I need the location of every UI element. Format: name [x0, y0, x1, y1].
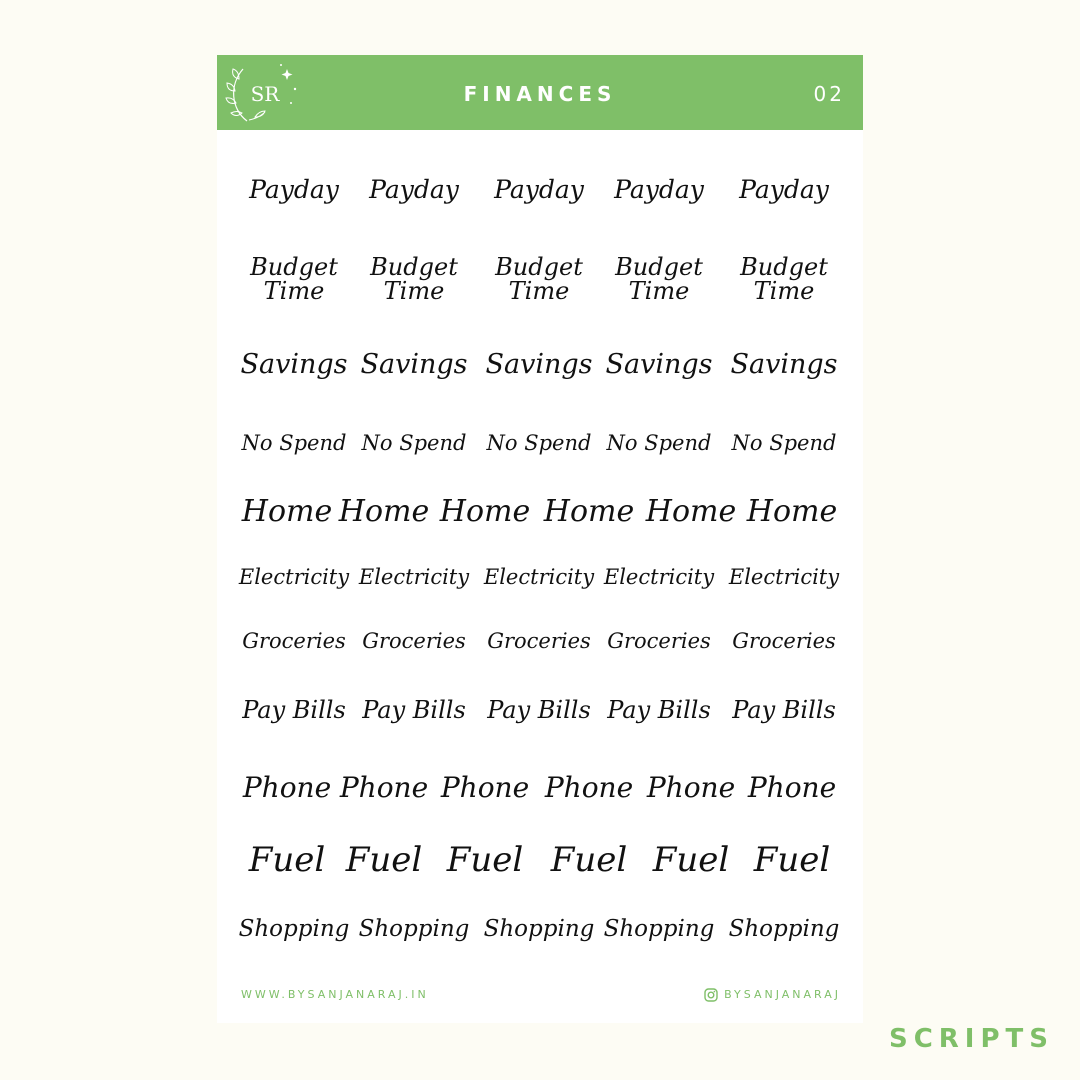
logo-monogram: SR	[250, 82, 280, 106]
sticker-word: Phone	[544, 771, 634, 804]
sticker-word: Pay Bills	[607, 696, 711, 724]
sticker-word: Home	[746, 494, 838, 529]
sticker-word: Shopping	[603, 916, 715, 942]
sticker-word: Groceries	[242, 629, 346, 653]
sticker-word: Electricity	[238, 565, 350, 589]
website-url: WWW.BYSANJANARAJ.IN	[241, 988, 429, 1001]
sticker-word: Pay Bills	[362, 696, 466, 724]
sticker-word: Fuel	[248, 840, 326, 880]
collection-label: SCRIPTS	[888, 1024, 1054, 1054]
sheet-header	[217, 55, 863, 130]
instagram-handle-text: BYSANJANARAJ	[724, 988, 841, 1001]
sticker-word: Fuel	[652, 840, 730, 880]
sticker-word: Pay Bills	[732, 696, 836, 724]
sticker-word: Home	[543, 494, 635, 529]
sticker-word: Shopping	[358, 916, 470, 942]
sticker-word: Budget Time	[370, 253, 458, 305]
sticker-word: Pay Bills	[242, 696, 346, 724]
sheet-title: FINANCES	[463, 82, 617, 106]
sticker-word: Savings	[605, 349, 713, 380]
sticker-word: Fuel	[345, 840, 423, 880]
sticker-word: Home	[645, 494, 737, 529]
sticker-word: Savings	[240, 349, 348, 380]
sticker-sheet	[217, 55, 863, 1023]
sticker-word: Payday	[494, 175, 584, 204]
sticker-word: Payday	[614, 175, 704, 204]
sticker-word: Budget Time	[495, 253, 583, 305]
sticker-word: Phone	[242, 771, 332, 804]
sticker-word: Electricity	[728, 565, 840, 589]
instagram-handle	[704, 987, 841, 1003]
instagram-icon	[704, 988, 718, 1002]
sticker-word: No Spend	[606, 431, 712, 455]
sticker-word: Fuel	[550, 840, 628, 880]
sticker-word: No Spend	[361, 431, 467, 455]
sticker-word: Groceries	[362, 629, 466, 653]
sticker-word: Savings	[485, 349, 593, 380]
sticker-word: Phone	[440, 771, 530, 804]
sticker-word: Budget Time	[740, 253, 828, 305]
sticker-word: Electricity	[358, 565, 470, 589]
sticker-word: No Spend	[731, 431, 837, 455]
sticker-word: Savings	[730, 349, 838, 380]
sticker-word: Phone	[646, 771, 736, 804]
sticker-word: Groceries	[732, 629, 836, 653]
sticker-word: No Spend	[486, 431, 592, 455]
sticker-word: Home	[338, 494, 430, 529]
sticker-word: Home	[439, 494, 531, 529]
sticker-word: Payday	[249, 175, 339, 204]
sticker-word: Fuel	[753, 840, 831, 880]
sticker-word: Budget Time	[250, 253, 338, 305]
sticker-word: Fuel	[446, 840, 524, 880]
sticker-word: Electricity	[483, 565, 595, 589]
sticker-word: Payday	[369, 175, 459, 204]
sticker-word: Pay Bills	[487, 696, 591, 724]
sheet-number: 02	[813, 82, 845, 106]
sticker-word: Payday	[739, 175, 829, 204]
sticker-word: Budget Time	[615, 253, 703, 305]
sticker-word: Phone	[339, 771, 429, 804]
sticker-word: Phone	[747, 771, 837, 804]
sticker-word: Home	[241, 494, 333, 529]
sticker-word: No Spend	[241, 431, 347, 455]
sticker-word: Groceries	[607, 629, 711, 653]
sticker-word: Shopping	[238, 916, 350, 942]
sticker-word: Shopping	[728, 916, 840, 942]
sticker-word: Electricity	[603, 565, 715, 589]
sticker-word: Savings	[360, 349, 468, 380]
sticker-word: Groceries	[487, 629, 591, 653]
sticker-word: Shopping	[483, 916, 595, 942]
